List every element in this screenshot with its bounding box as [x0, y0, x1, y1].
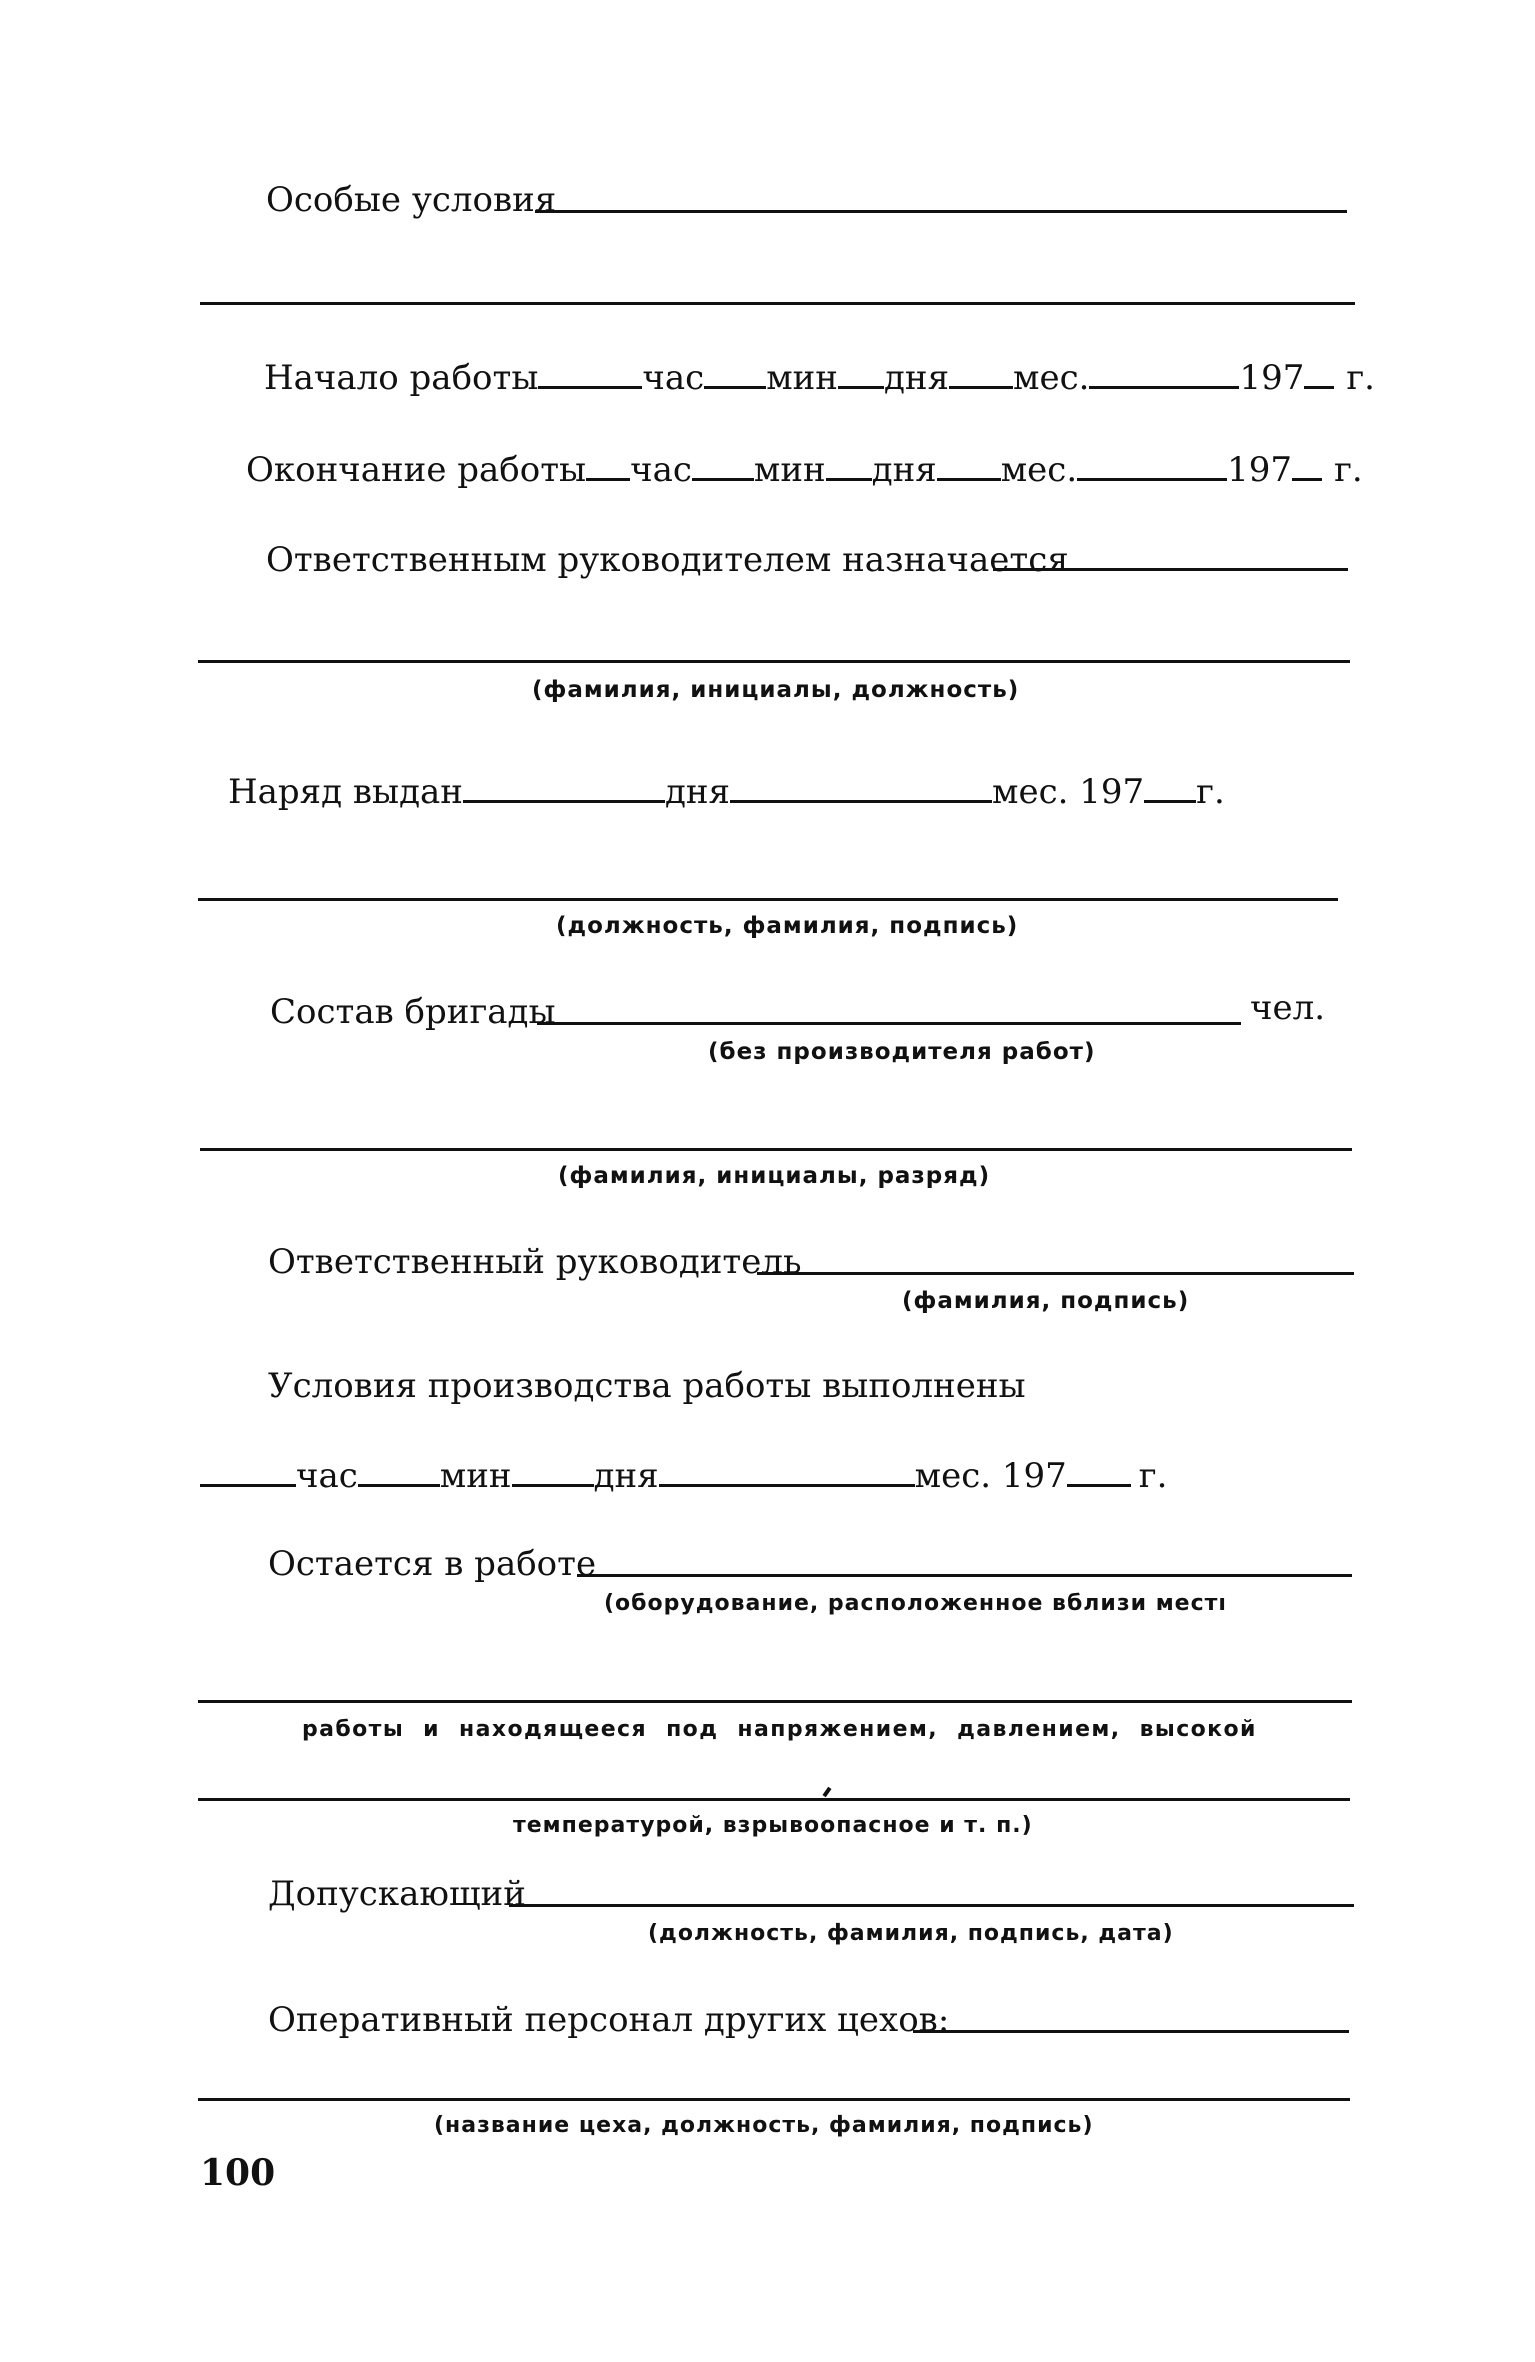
- order-issued-row: [228, 772, 1225, 812]
- end-min-label: мин: [753, 450, 826, 490]
- done-day-label: дня: [593, 1456, 659, 1496]
- start-label: Начало работы: [264, 358, 539, 398]
- end-day-label: дня: [871, 450, 937, 490]
- remains-line-2[interactable]: [198, 1700, 1352, 1703]
- order-issued-g-label: г.: [1196, 772, 1225, 812]
- order-issued-month-field[interactable]: [730, 800, 992, 803]
- pen-mark-icon: [822, 1787, 831, 1797]
- order-issued-day-label: дня: [664, 772, 730, 812]
- end-min-field[interactable]: [692, 478, 754, 481]
- end-day-field[interactable]: [826, 478, 872, 481]
- operative-line-1[interactable]: [913, 2030, 1349, 2033]
- operative-caption: (название цеха, должность, фамилия, подпись): [434, 2113, 1094, 2138]
- end-label: Окончание работы: [246, 450, 587, 490]
- end-month-name-field[interactable]: [1077, 478, 1227, 481]
- page-number: 100: [200, 2152, 276, 2194]
- done-min-label: мин: [439, 1456, 512, 1496]
- start-month-name-field[interactable]: [1089, 386, 1239, 389]
- caption-pos-name-sign: (должность, фамилия, подпись): [556, 913, 1019, 939]
- done-min-field[interactable]: [358, 1484, 440, 1487]
- start-row: [264, 358, 1375, 398]
- responsible-leader-line[interactable]: [757, 1272, 1354, 1275]
- done-month-year-label: мес. 197: [914, 1456, 1067, 1496]
- operative-label: Оперативный персонал других цехов:: [268, 2000, 950, 2040]
- end-month-label: мес.: [1000, 450, 1078, 490]
- brigade-members-line[interactable]: [200, 1148, 1352, 1151]
- admitting-line[interactable]: [509, 1904, 1354, 1907]
- order-issued-sign-line[interactable]: [198, 898, 1338, 901]
- brigade-caption: (без производителя работ): [708, 1039, 1096, 1065]
- end-row: [246, 450, 1363, 490]
- end-g-label: г.: [1334, 450, 1363, 490]
- done-month-field[interactable]: [659, 1484, 915, 1487]
- start-g-label: г.: [1346, 358, 1375, 398]
- remains-line-3[interactable]: [198, 1798, 1350, 1801]
- caption-name-init-pos: (фамилия, инициалы, должность): [532, 677, 1020, 703]
- done-hour-label: час: [296, 1456, 358, 1496]
- conditions-done-label: Условия производства работы выполнены: [268, 1366, 1026, 1406]
- brigade-unit: чел.: [1250, 988, 1326, 1028]
- remains-caption-2: работы и находящееся под напряжением, давлением, высокой: [302, 1717, 1257, 1742]
- admitting-label: Допускающий: [268, 1874, 526, 1914]
- end-year-label: 197: [1227, 450, 1293, 490]
- start-month-label: мес.: [1013, 358, 1090, 398]
- done-year-field[interactable]: [1067, 1484, 1131, 1487]
- responsible-assigned-line-1[interactable]: [993, 568, 1348, 571]
- special-conditions-line-2[interactable]: [200, 302, 1355, 305]
- done-time-row: [200, 1456, 1167, 1496]
- start-day-field[interactable]: [838, 386, 884, 389]
- remains-line-1[interactable]: [577, 1574, 1352, 1577]
- caption-name-init-grade: (фамилия, инициалы, разряд): [558, 1163, 991, 1189]
- end-hour-label: час: [630, 450, 692, 490]
- done-day-field[interactable]: [512, 1484, 594, 1487]
- special-conditions-label: Особые условия: [266, 180, 557, 220]
- end-year-field[interactable]: [1292, 478, 1322, 481]
- responsible-assigned-line-2[interactable]: [198, 660, 1350, 663]
- special-conditions-line-1[interactable]: [535, 210, 1347, 213]
- operative-line-2[interactable]: [198, 2098, 1350, 2101]
- start-hour-field[interactable]: [538, 386, 642, 389]
- remains-caption-3: температурой, взрывоопасное и т. п.): [513, 1813, 1033, 1838]
- end-month-field[interactable]: [937, 478, 1001, 481]
- end-hour-field[interactable]: [586, 478, 630, 481]
- start-min-label: мин: [766, 358, 838, 398]
- start-hour-label: час: [642, 358, 705, 398]
- start-month-field[interactable]: [949, 386, 1013, 389]
- responsible-leader-caption: (фамилия, подпись): [902, 1288, 1190, 1314]
- responsible-leader-label: Ответственный руководитель: [268, 1242, 802, 1282]
- brigade-label: Состав бригады: [270, 992, 556, 1032]
- start-year-label: 197: [1239, 358, 1305, 398]
- order-issued-label: Наряд выдан: [228, 772, 463, 812]
- admitting-caption: (должность, фамилия, подпись, дата): [648, 1921, 1174, 1946]
- brigade-line[interactable]: [537, 1022, 1241, 1025]
- remains-caption-1: (оборудование, расположенное вблизи местı: [604, 1591, 1227, 1616]
- done-g-label: г.: [1138, 1456, 1168, 1496]
- order-issued-day-field[interactable]: [463, 800, 665, 803]
- start-year-field[interactable]: [1304, 386, 1334, 389]
- start-min-field[interactable]: [704, 386, 766, 389]
- order-issued-month-year-label: мес. 197: [992, 772, 1145, 812]
- done-hour-field[interactable]: [200, 1484, 296, 1487]
- start-day-label: дня: [883, 358, 950, 398]
- order-issued-year-field[interactable]: [1144, 800, 1196, 803]
- responsible-assigned-label: Ответственным руководителем назначается: [266, 540, 1069, 580]
- remains-label: Остается в работе: [268, 1544, 597, 1584]
